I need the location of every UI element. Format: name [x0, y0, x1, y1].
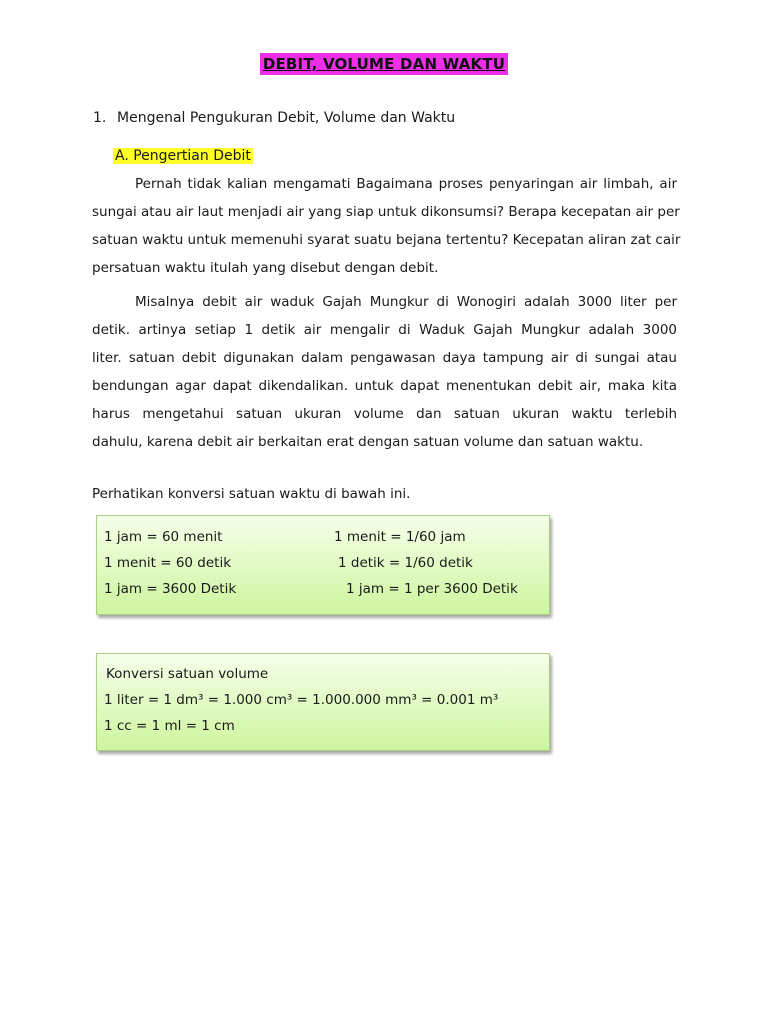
time-conversion-right: 1 jam = 1 per 3600 Detik [346, 581, 518, 597]
paragraph-line: Pernah tidak kalian mengamati Bagaimana proses penyaringan air limbah, air [135, 176, 677, 192]
subsection-heading [113, 148, 253, 164]
volume-conversion-title: Konversi satuan volume [106, 666, 269, 682]
volume-conversion-box [96, 653, 550, 751]
section-number: 1. [93, 110, 107, 126]
document-title-text: DEBIT, VOLUME DAN WAKTU [260, 53, 508, 75]
paragraph-line: bendungan agar dapat dikendalikan. untuk dapat menentukan debit air, maka kita [92, 378, 677, 394]
paragraph-line: liter. satuan debit digunakan dalam pengawasan daya tampung air di sungai atau [92, 350, 677, 366]
paragraph-line: persatuan waktu itulah yang disebut dengan debit. [92, 260, 439, 276]
paragraph-debit-definition [92, 170, 681, 282]
paragraph-line: satuan waktu untuk memenuhi syarat suatu bejana tertentu? Kecepatan aliran zat cair [92, 232, 681, 248]
volume-conversion-line: 1 liter = 1 dm³ = 1.000 cm³ = 1.000.000 mm³ = 0.001 m³ [104, 692, 499, 708]
time-conversion-box [96, 515, 550, 615]
section-heading [93, 110, 455, 126]
paragraph-line: dahulu, karena debit air berkaitan erat dengan satuan volume dan satuan waktu. [92, 434, 644, 450]
time-conversion-intro: Perhatikan konversi satuan waktu di bawah ini. [92, 486, 411, 502]
section-label: Mengenal Pengukuran Debit, Volume dan Waktu [117, 110, 456, 126]
time-conversion-left: 1 jam = 3600 Detik [104, 581, 237, 597]
time-conversion-right: 1 detik = 1/60 detik [338, 555, 473, 571]
paragraph-line: Misalnya debit air waduk Gajah Mungkur di Wonogiri adalah 3000 liter per [135, 294, 677, 310]
time-conversion-right: 1 menit = 1/60 jam [334, 529, 466, 545]
paragraph-line: harus mengetahui satuan ukuran volume dan satuan ukuran waktu terlebih [92, 406, 677, 422]
paragraph-line: sungai atau air laut menjadi air yang siap untuk dikonsumsi? Berapa kecepatan air per [92, 204, 680, 220]
document-title [0, 54, 768, 73]
paragraph-line: detik. artinya setiap 1 detik air mengalir di Waduk Gajah Mungkur adalah 3000 [92, 322, 677, 338]
paragraph-debit-example [92, 288, 677, 456]
volume-conversion-line: 1 cc = 1 ml = 1 cm [104, 718, 235, 734]
time-conversion-left: 1 menit = 60 detik [104, 555, 232, 571]
subsection-label: A. Pengertian Debit [115, 148, 251, 164]
time-conversion-left: 1 jam = 60 menit [104, 529, 223, 545]
